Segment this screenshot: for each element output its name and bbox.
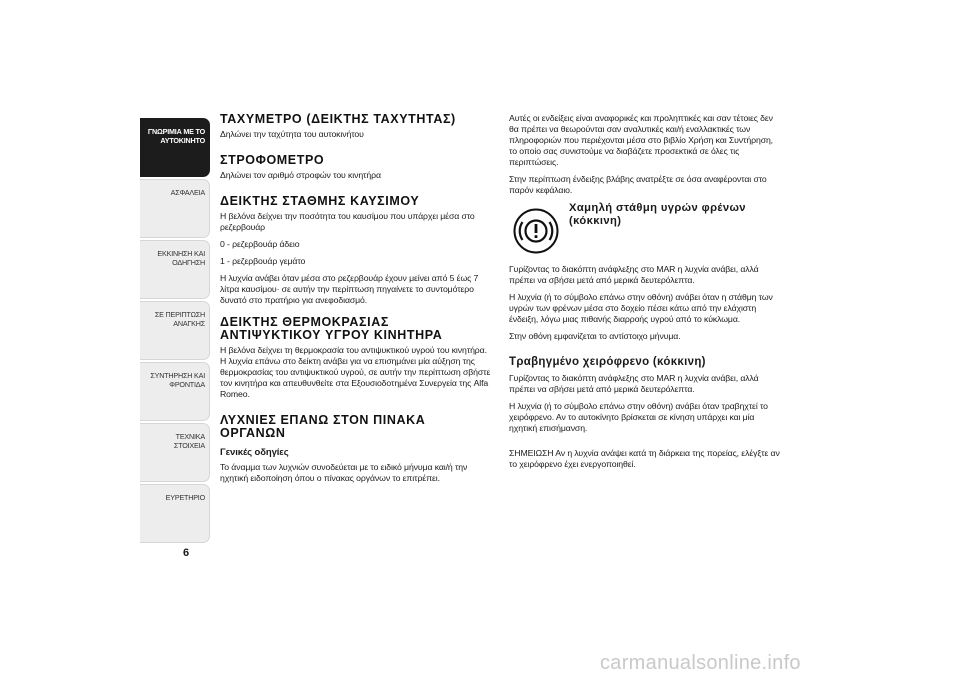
handbrake-note: ΣΗΜΕΙΩΣΗ Αν η λυχνία ανάψει κατά τη διάρκεια της πορείας, ελέγξτε αν το χειρόφρενο έχει ενεργοποιηθεί.: [509, 448, 780, 469]
tachometer-heading: ΣΤΡΟΦΟΜΕΤΡΟ: [220, 153, 325, 167]
brake-fluid-text-1: Γυρίζοντας το διακόπτη ανάφλεξης στο MAR η λυχνία ανάβει, αλλά πρέπει να σβήσει μετά από μερικά δευτερόλεπτα.: [509, 264, 759, 285]
tab-starting-driving[interactable]: ΕΚΚΙΝΗΣΗ ΚΑΙ ΟΔΗΓΗΣΗ: [140, 240, 210, 299]
coolant-temp-text: Η βελόνα δείχνει τη θερμοκρασία του αντιψυκτικού υγρού του κινητήρα. Η λυχνία επάνω στο δείκτη ανάβει για να επισημάνει μία αύξηση της θερμοκρασίας του αντιψυκτικού υγρού, σε αυτήν την περίπτωση σβήστε τον κινητήρα και απευθυνθείτε στα Εξουσιοδοτημένα Συνεργεία της Alfa Romeo.: [220, 345, 491, 399]
handbrake-text-2: Η λυχνία (ή το σύμβολο επάνω στην οθόνη) ανάβει όταν τραβηχτεί το χειρόφρενο. Αν το αυτοκίνητο βρίσκεται σε κίνηση υπάρχει και μία ηχητική επισήμανση.: [509, 401, 768, 433]
coolant-temp-heading: ΔΕΙΚΤΗΣ ΘΕΡΜΟΚΡΑΣΙΑΣ ΑΝΤΙΨΥΚΤΙΚΟΥ ΥΓΡΟΥ ΚΙΝΗΤΗΡΑ: [220, 315, 443, 342]
general-notes-heading: Γενικές οδηγίες: [220, 447, 289, 458]
brake-fluid-warning: [509, 202, 781, 254]
handbrake-heading: Τραβηγμένο χειρόφρενο (κόκκινη): [509, 356, 706, 368]
tab-safety[interactable]: ΑΣΦΑΛΕΙΑ: [140, 179, 210, 238]
handbrake-text-1: Γυρίζοντας το διακόπτη ανάφλεξης στο MAR η λυχνία ανάβει, αλλά πρέπει να σβήσει μετά από μερικά δευτερόλεπτα.: [509, 373, 759, 394]
tab-emergency[interactable]: ΣΕ ΠΕΡΙΠΤΩΣΗ ΑΝΑΓΚΗΣ: [140, 301, 210, 360]
brake-fluid-heading: Χαμηλή στάθμη υγρών φρένων (κόκκινη): [569, 202, 746, 227]
speedometer-text: Δηλώνει την ταχύτητα του αυτοκινήτου: [220, 129, 364, 139]
fault-reference-text: Στην περίπτωση ένδειξης βλάβης ανατρέξτε σε όσα αναφέρονται στο παρόν κεφάλαιο.: [509, 174, 767, 195]
general-notes-text: Το άναμμα των λυχνιών συνοδεύεται με το ειδικό μήνυμα και/ή την ηχητική ειδοποίηση όπου ο πίνακας οργάνων το επιτρέπει.: [220, 462, 468, 483]
brake-warning-icon: [513, 208, 559, 254]
watermark: carmanualsonline.info: [600, 652, 801, 674]
chapter-tabs: [140, 118, 210, 545]
disclaimer-text: Αυτές οι ενδείξεις είναι αναφορικές και προληπτικές και σαν τέτοιες δεν θα πρέπει να θεωρούνται σαν αναλυτικές και/ή εναλλακτικές των πληροφοριών που περιέχονται μέσα στο βιβλίο Χρήση και Συντήρηση, το οποίο σας συνιστούμε να διαβάζετε προσεκτικά σε όλες τις περιπτώσεις.: [509, 113, 773, 167]
speedometer-heading: ΤΑΧΥΜΕΤΡΟ (ΔΕΙΚΤΗΣ ΤΑΧΥΤΗΤΑΣ): [220, 112, 456, 126]
tab-getting-to-know[interactable]: ΓΝΩΡΙΜΙΑ ΜΕ ΤΟ ΑΥΤΟΚΙΝΗΤΟ: [140, 118, 210, 177]
page-number: 6: [183, 547, 190, 559]
fuel-full-text: 1 - ρεζερβουάρ γεμάτο: [220, 256, 306, 266]
fuel-gauge-text: Η βελόνα δείχνει την ποσότητα του καυσίμου που υπάρχει μέσα στο ρεζερβουάρ: [220, 211, 475, 232]
tab-index[interactable]: ΕΥΡΕΤΗΡΙΟ: [140, 484, 210, 543]
fuel-empty-text: 0 - ρεζερβουάρ άδειο: [220, 239, 300, 249]
brake-fluid-text-2: Η λυχνία (ή το σύμβολο επάνω στην οθόνη) ανάβει όταν η στάθμη των υγρών των φρένων μέσα στο δοχείο πέσει κάτω από την ελάχιστη ένδειξη, λόγω μιας πιθανής διαρροής υγρού από το κύκλωμα.: [509, 292, 773, 324]
right-column: [509, 113, 781, 476]
tab-technical-data[interactable]: ΤΕΧΝΙΚΑ ΣΤΟΙΧΕΙΑ: [140, 423, 210, 482]
tab-maintenance[interactable]: ΣΥΝΤΗΡΗΣΗ ΚΑΙ ΦΡΟΝΤΙΔΑ: [140, 362, 210, 421]
tachometer-text: Δηλώνει τον αριθμό στροφών του κινητήρα: [220, 170, 381, 180]
fuel-gauge-heading: ΔΕΙΚΤΗΣ ΣΤΑΘΜΗΣ ΚΑΥΣΙΜΟΥ: [220, 194, 420, 208]
warning-lamps-heading: ΛΥΧΝΙΕΣ ΕΠΑΝΩ ΣΤΟΝ ΠΙΝΑΚΑ ΟΡΓΑΝΩΝ: [220, 413, 426, 440]
brake-fluid-text-3: Στην οθόνη εμφανίζεται το αντίστοιχο μήνυμα.: [509, 331, 681, 341]
left-column: [220, 113, 492, 490]
fuel-reserve-text: Η λυχνία ανάβει όταν μέσα στο ρεζερβουάρ έχουν μείνει από 5 έως 7 λίτρα καυσίμου· σε αυτήν την περίπτωση πηγαίνετε το συντομότερο δυνατό στο πρατήριο για ανεφοδιασμό.: [220, 273, 479, 305]
